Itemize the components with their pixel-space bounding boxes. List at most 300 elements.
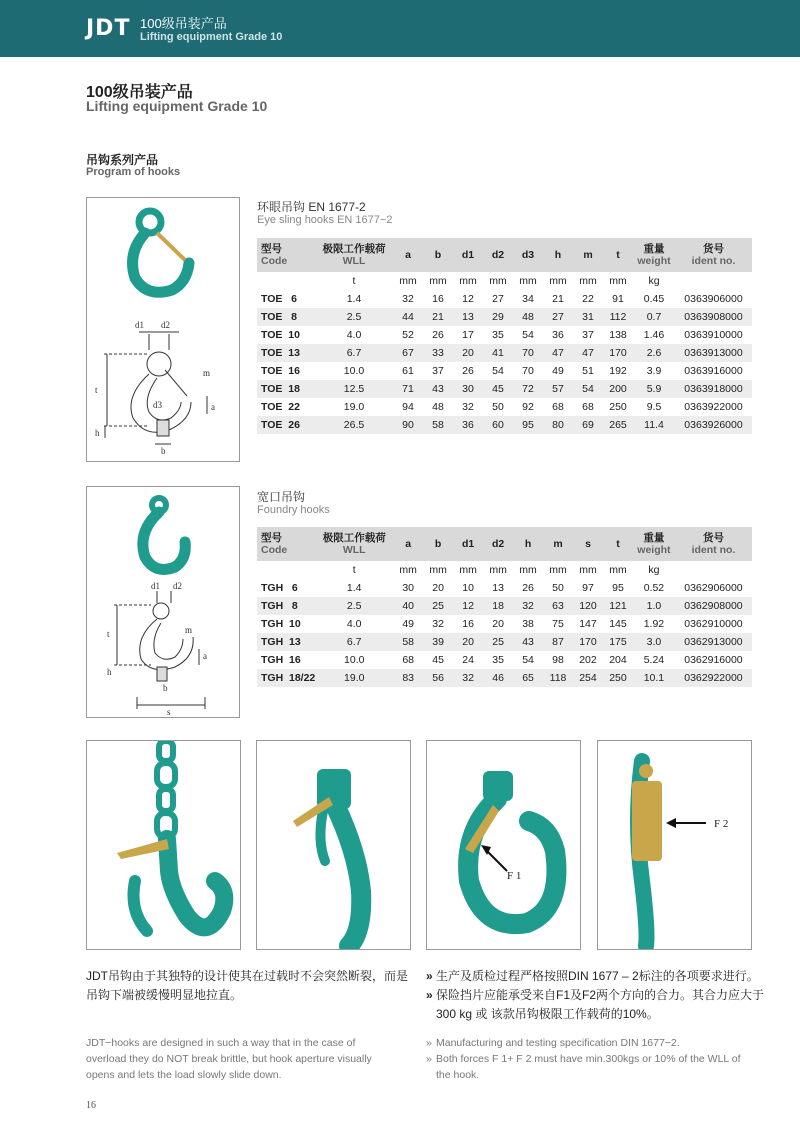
- column-header: [543, 527, 573, 561]
- photo-chain-hook: [86, 740, 241, 950]
- units-row: [257, 561, 752, 579]
- label-a: a: [211, 402, 215, 412]
- table-cell: 18: [483, 597, 513, 615]
- table-cell: TOE 13: [257, 344, 315, 362]
- table-cell: 69: [573, 416, 603, 434]
- table-cell: 32: [432, 618, 444, 630]
- unit-cell: mm: [513, 561, 543, 579]
- eye-hook-photo: [133, 211, 189, 292]
- table-cell: 25: [423, 597, 453, 615]
- label-d1: d1: [135, 320, 144, 330]
- table-cell: TOE 8: [257, 308, 315, 326]
- table-cell: 200: [603, 380, 633, 398]
- column-header-sublabel: Code: [261, 544, 288, 556]
- column-header: [633, 527, 675, 561]
- note-right-en-1: Manufacturing and testing specification DIN 1677−2.: [436, 1037, 680, 1049]
- column-header-label: 货号: [703, 243, 724, 255]
- table-row: [257, 597, 752, 615]
- eye-hook-illustration: [87, 198, 239, 461]
- table-cell: 37: [432, 365, 444, 377]
- table-cell: 121: [603, 597, 633, 615]
- unit-cell: mm: [453, 561, 483, 579]
- table-cell: 48: [513, 308, 543, 326]
- bullet-1: [426, 967, 433, 986]
- column-header: [573, 238, 603, 272]
- column-header-label: 极限工作载荷: [322, 243, 386, 255]
- table-row: [257, 669, 752, 687]
- unit-cell: mm: [453, 272, 483, 290]
- column-header: [453, 527, 483, 561]
- table-cell: 54: [573, 380, 603, 398]
- photo-side-hook: [256, 740, 411, 950]
- note-right-en-2: Both forces F 1+ F 2 must have min.300kgs or 10% of the WLL of the hook.: [436, 1053, 741, 1081]
- table-cell: 49: [552, 365, 564, 377]
- table-cell: 6.7: [315, 633, 393, 651]
- eye-sling-title-cn: 环眼吊钩 EN 1677-2: [257, 200, 366, 214]
- table-row: [257, 344, 752, 362]
- bullet-marker: »: [426, 969, 433, 983]
- label-t: t: [107, 629, 110, 639]
- bullet-4: [426, 1051, 432, 1067]
- table-cell: 254: [573, 669, 603, 687]
- table-cell: 80: [543, 416, 573, 434]
- table-cell: 57: [543, 380, 573, 398]
- column-header: [423, 527, 453, 561]
- column-header: [453, 238, 483, 272]
- label-f2: F 2: [714, 818, 729, 830]
- table-cell: 61: [402, 365, 414, 377]
- table-cell: 19.0: [315, 669, 393, 687]
- header-title-cn: 100级吊装产品: [140, 16, 227, 31]
- photo-force-f2: [597, 740, 752, 950]
- table-cell: 26: [432, 329, 444, 341]
- label-m: m: [203, 368, 211, 378]
- unit-cell: mm: [393, 561, 423, 579]
- table-cell: 16: [462, 618, 474, 630]
- table-cell: 10: [462, 582, 474, 594]
- table-row: [257, 416, 752, 434]
- table-cell: 54: [522, 654, 534, 666]
- table-cell: 118: [543, 669, 573, 687]
- table-cell: 19.0: [343, 401, 365, 413]
- table-cell: 0363926000: [675, 416, 752, 434]
- column-header-label: 型号: [261, 532, 282, 544]
- table-cell: TOE 16: [261, 365, 300, 377]
- table-cell: 5.9: [633, 380, 675, 398]
- table-cell: 58: [393, 633, 423, 651]
- column-header-label: b: [434, 249, 442, 261]
- column-header-label: d1: [461, 538, 475, 550]
- table-cell: 45: [432, 654, 444, 666]
- table-cell: 98: [552, 654, 564, 666]
- unit-cell: kg: [633, 561, 675, 579]
- label-s: s: [167, 707, 171, 717]
- table-header-row: [257, 527, 752, 561]
- table-cell: 51: [582, 365, 594, 377]
- table-cell: 87: [543, 633, 573, 651]
- column-header-label: h: [554, 249, 562, 261]
- table-cell: TGH 18/22: [257, 669, 315, 687]
- table-row: [257, 380, 752, 398]
- table-cell: 30: [402, 582, 415, 594]
- column-header: [393, 238, 423, 272]
- table-cell: 10.0: [343, 365, 365, 377]
- table-cell: 0363908000: [675, 308, 752, 326]
- table-cell: 0362910000: [684, 618, 743, 630]
- table-cell: 26: [462, 365, 474, 377]
- table-cell: 97: [582, 582, 594, 594]
- eye-sling-table: [257, 238, 752, 434]
- column-header-label: d3: [521, 249, 535, 261]
- table-cell: 0362916000: [684, 654, 743, 666]
- side-hook-image: [257, 741, 411, 950]
- bullet-2: [426, 986, 433, 1005]
- table-cell: 4.0: [346, 618, 362, 630]
- table-cell: 2.5: [315, 308, 393, 326]
- table-cell: 45: [483, 380, 513, 398]
- table-cell: 26.5: [315, 416, 393, 434]
- unit-cell: mm: [603, 561, 633, 579]
- column-header-label: s: [585, 538, 591, 550]
- column-header: [257, 238, 315, 272]
- column-header-label: h: [524, 538, 532, 550]
- column-header: [483, 238, 513, 272]
- table-cell: 145: [609, 618, 627, 630]
- table-cell: 50: [492, 401, 504, 413]
- table-cell: 68: [582, 401, 594, 413]
- column-header-sublabel: WLL: [342, 255, 366, 267]
- table-cell: 11.4: [633, 416, 675, 434]
- note-left-en: JDT−hooks are designed in such a way that in the case of overload they do NOT break brittle, but hook aperture visually opens and lets the load slowly slide down.: [86, 1037, 372, 1081]
- column-header-sublabel: weight: [637, 255, 671, 267]
- column-header-label: t: [616, 538, 620, 550]
- table-cell: 170: [603, 344, 633, 362]
- unit-cell: mm: [423, 272, 453, 290]
- brand-logo: JDT: [86, 16, 131, 41]
- column-header: [603, 238, 633, 272]
- table-cell: 4.0: [346, 329, 362, 341]
- unit-cell: mm: [543, 561, 573, 579]
- bullet-marker: »: [426, 988, 433, 1002]
- table-cell: 95: [513, 416, 543, 434]
- table-cell: 13: [492, 582, 504, 594]
- column-header: [543, 238, 573, 272]
- unit-cell: mm: [423, 561, 453, 579]
- table-cell: 1.4: [346, 582, 362, 594]
- table-header-row: [257, 238, 752, 272]
- table-row: [257, 651, 752, 669]
- bullet-marker: »: [426, 1053, 432, 1065]
- table-cell: 70: [522, 365, 534, 377]
- foundry-hook-drawing: [114, 591, 205, 709]
- table-cell: 34: [522, 293, 534, 305]
- table-cell: 41: [483, 344, 513, 362]
- table-cell: 56: [423, 669, 453, 687]
- unit-cell: mm: [483, 272, 513, 290]
- table-cell: 17: [462, 329, 474, 341]
- table-cell: 35: [492, 654, 504, 666]
- column-header: [257, 527, 315, 561]
- table-cell: 35: [492, 329, 504, 341]
- table-cell: TGH 8: [257, 597, 315, 615]
- table-cell: 3.9: [646, 365, 662, 377]
- table-cell: 33: [423, 344, 453, 362]
- column-header-label: 型号: [261, 243, 282, 255]
- eye-sling-title-en: Eye sling hooks EN 1677−2: [257, 214, 393, 226]
- table-cell: 1.0: [633, 597, 675, 615]
- table-cell: 48: [432, 401, 444, 413]
- table-cell: 50: [552, 582, 564, 594]
- table-cell: 47: [573, 344, 603, 362]
- column-header: [393, 527, 423, 561]
- table-cell: 0.45: [643, 293, 665, 305]
- table-cell: 12: [453, 597, 483, 615]
- label-h: h: [107, 667, 112, 677]
- table-cell: 204: [609, 654, 627, 666]
- table-cell: 202: [579, 654, 597, 666]
- unit-cell: [675, 561, 752, 579]
- table-cell: 0363922000: [684, 401, 743, 413]
- table-cell: 95: [612, 582, 624, 594]
- table-cell: 24: [462, 654, 474, 666]
- table-cell: 32: [513, 597, 543, 615]
- bullet-marker: »: [426, 1037, 432, 1049]
- table-cell: 43: [513, 633, 543, 651]
- table-cell: 20: [432, 582, 444, 594]
- note-right-cn-2: 保险挡片应能承受来自F1及F2两个方向的合力。其合力应大于300 kg 或 该款吊钩极限工作载荷的10%。: [436, 988, 765, 1021]
- table-cell: 31: [573, 308, 603, 326]
- table-cell: 10.0: [344, 654, 365, 666]
- column-header-label: 极限工作载荷: [322, 532, 386, 544]
- unit-cell: mm: [513, 272, 543, 290]
- table-cell: 27: [543, 308, 573, 326]
- photo-force-f1: [426, 740, 581, 950]
- column-header: [633, 238, 675, 272]
- table-cell: TOE 26: [257, 416, 315, 434]
- column-header-sublabel: ident no.: [691, 255, 736, 267]
- table-cell: 3.0: [633, 633, 675, 651]
- table-cell: 0363906000: [684, 293, 743, 305]
- table-cell: 54: [522, 329, 534, 341]
- table-cell: 0362922000: [675, 669, 752, 687]
- column-header-label: m: [553, 538, 563, 550]
- table-cell: 36: [552, 329, 564, 341]
- column-header: [675, 527, 752, 561]
- eye-hook-figure: [86, 197, 240, 462]
- table-cell: 54: [492, 365, 504, 377]
- table-cell: 52: [402, 329, 414, 341]
- table-cell: 68: [402, 654, 415, 666]
- table-row: [257, 326, 752, 344]
- force-f2-image: [598, 741, 752, 950]
- table-cell: TGH 10: [261, 618, 301, 630]
- column-header-label: d2: [491, 538, 505, 550]
- table-cell: 27: [492, 293, 504, 305]
- unit-cell: mm: [393, 272, 423, 290]
- table-cell: 72: [513, 380, 543, 398]
- table-cell: 36: [453, 416, 483, 434]
- table-cell: 58: [423, 416, 453, 434]
- column-header: [315, 527, 393, 561]
- table-cell: 20: [492, 618, 504, 630]
- unit-cell: [675, 272, 752, 290]
- label-m: m: [185, 625, 193, 635]
- table-cell: 40: [393, 597, 423, 615]
- force-f1-image: [427, 741, 581, 950]
- column-header-label: a: [405, 538, 412, 550]
- header-bar: [0, 0, 800, 57]
- page-number: 16: [86, 1100, 96, 1111]
- note-right-cn-1: 生产及质检过程严格按照DIN 1677 – 2标注的各项要求进行。: [436, 969, 759, 983]
- column-header: [423, 238, 453, 272]
- unit-cell: mm: [573, 272, 603, 290]
- table-cell: 16: [432, 293, 444, 305]
- page-title-cn: 100级吊装产品: [86, 84, 193, 101]
- label-d2: d2: [161, 320, 170, 330]
- column-header-sublabel: Code: [261, 255, 288, 267]
- column-header-label: 重量: [643, 532, 665, 544]
- label-b: b: [163, 683, 168, 693]
- table-cell: 70: [513, 344, 543, 362]
- label-d2: d2: [173, 581, 182, 591]
- table-cell: 63: [543, 597, 573, 615]
- table-cell: 21: [552, 293, 564, 305]
- unit-cell: [257, 272, 315, 290]
- column-header: [513, 527, 543, 561]
- column-header-sublabel: WLL: [342, 544, 366, 556]
- table-cell: 0362908000: [675, 597, 752, 615]
- column-header-label: d2: [491, 249, 505, 261]
- page-title-en: Lifting equipment Grade 10: [86, 98, 268, 114]
- table-cell: 0362906000: [684, 582, 743, 594]
- table-cell: 1.92: [643, 618, 665, 630]
- table-cell: 1.4: [346, 293, 362, 305]
- table-cell: 75: [552, 618, 564, 630]
- column-header-label: 重量: [643, 243, 665, 255]
- table-cell: 0363913000: [675, 344, 752, 362]
- table-cell: 120: [573, 597, 603, 615]
- chain-hook-image: [87, 741, 241, 950]
- table-cell: 90: [393, 416, 423, 434]
- table-cell: 0363916000: [684, 365, 743, 377]
- table-cell: TOE 10: [261, 329, 300, 341]
- table-cell: TGH 13: [257, 633, 315, 651]
- table-cell: 60: [483, 416, 513, 434]
- table-cell: TOE 22: [261, 401, 300, 413]
- table-cell: 32: [402, 293, 414, 305]
- table-cell: 49: [402, 618, 415, 630]
- column-header: [513, 238, 543, 272]
- table-cell: 2.6: [633, 344, 675, 362]
- label-b: b: [161, 446, 166, 456]
- table-cell: 43: [423, 380, 453, 398]
- table-cell: 71: [393, 380, 423, 398]
- table-cell: 175: [603, 633, 633, 651]
- table-cell: 250: [603, 669, 633, 687]
- table-cell: TOE 6: [261, 293, 297, 305]
- foundry-title-cn: 宽口吊钩: [257, 490, 306, 504]
- table-cell: 0363910000: [684, 329, 743, 341]
- foundry-hook-illustration: [87, 487, 239, 717]
- table-cell: TGH 6: [261, 582, 298, 594]
- unit-cell: t: [315, 561, 393, 579]
- column-header: [603, 527, 633, 561]
- label-a: a: [203, 651, 207, 661]
- note-left-cn: JDT吊钩由于其独特的设计使其在过载时不会突然断裂，而是吊钩下端被缓慢明显地拉直。: [86, 969, 408, 1002]
- foundry-title-en: Foundry hooks: [257, 504, 330, 516]
- table-row: [257, 398, 752, 416]
- table-cell: 6.7: [315, 344, 393, 362]
- column-header: [483, 527, 513, 561]
- table-cell: 0.7: [633, 308, 675, 326]
- table-cell: 9.5: [646, 401, 662, 413]
- table-cell: 83: [393, 669, 423, 687]
- table-cell: 20: [453, 633, 483, 651]
- unit-cell: mm: [543, 272, 573, 290]
- table-cell: 20: [453, 344, 483, 362]
- column-header-sublabel: weight: [637, 544, 671, 556]
- column-header-label: m: [583, 249, 593, 261]
- unit-cell: t: [315, 272, 393, 290]
- table-cell: 44: [393, 308, 423, 326]
- table-cell: 32: [462, 401, 474, 413]
- column-header-label: a: [405, 249, 411, 261]
- table-row: [257, 633, 752, 651]
- column-header-label: 货号: [702, 532, 724, 544]
- label-f1: F 1: [507, 870, 522, 882]
- table-row: [257, 615, 752, 633]
- table-cell: 39: [423, 633, 453, 651]
- column-header: [675, 238, 752, 272]
- units-row: [257, 272, 752, 290]
- table-cell: 65: [513, 669, 543, 687]
- unit-cell: [257, 561, 315, 579]
- bullet-3: [426, 1035, 432, 1051]
- table-cell: 92: [522, 401, 534, 413]
- table-cell: 12.5: [315, 380, 393, 398]
- table-cell: 67: [393, 344, 423, 362]
- table-cell: 0.52: [643, 582, 665, 594]
- foundry-hook-photo: [143, 498, 185, 569]
- column-header-sublabel: ident no.: [691, 544, 736, 556]
- column-header-label: t: [616, 249, 620, 261]
- section-title-en: Program of hooks: [86, 166, 181, 178]
- table-row: [257, 362, 752, 380]
- label-t: t: [95, 385, 98, 395]
- table-cell: 68: [552, 401, 564, 413]
- table-cell: 192: [609, 365, 627, 377]
- table-row: [257, 290, 752, 308]
- table-cell: 22: [582, 293, 594, 305]
- table-cell: 147: [579, 618, 597, 630]
- table-row: [257, 579, 752, 597]
- table-cell: 32: [453, 669, 483, 687]
- eye-hook-drawing: [104, 332, 207, 444]
- table-cell: 1.46: [643, 329, 665, 341]
- table-cell: 94: [402, 401, 414, 413]
- column-header: [315, 238, 393, 272]
- column-header-label: d1: [461, 249, 475, 261]
- table-cell: 13: [453, 308, 483, 326]
- table-cell: 46: [483, 669, 513, 687]
- column-header-label: b: [434, 538, 442, 550]
- table-cell: 30: [453, 380, 483, 398]
- table-cell: 29: [483, 308, 513, 326]
- table-cell: 0363918000: [675, 380, 752, 398]
- table-cell: 2.5: [315, 597, 393, 615]
- table-cell: TGH 16: [261, 654, 301, 666]
- table-cell: 138: [609, 329, 627, 341]
